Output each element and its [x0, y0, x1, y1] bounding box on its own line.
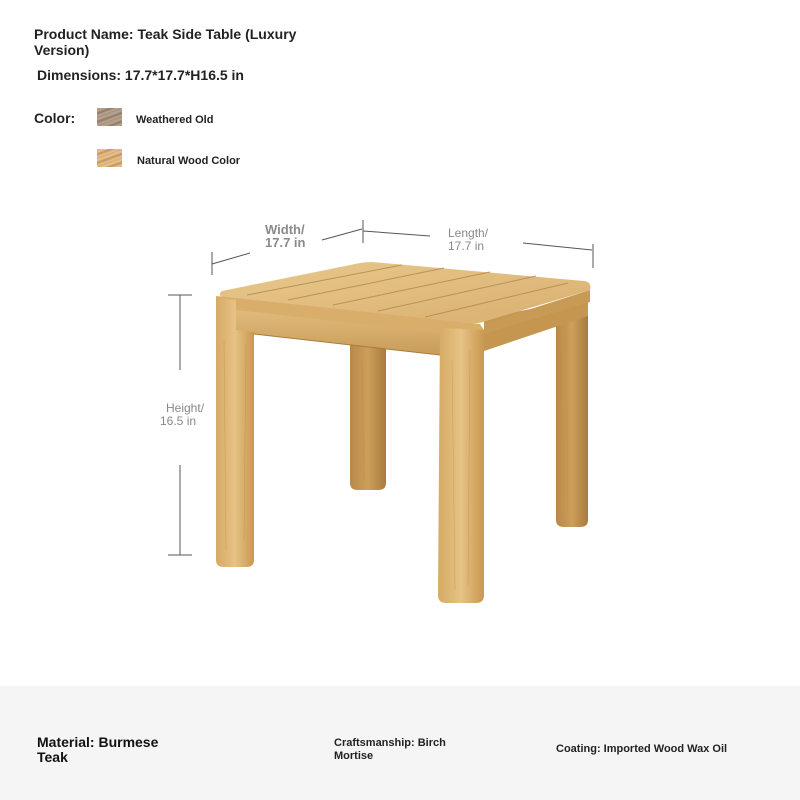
- product-dimensions: Dimensions: 17.7*17.7*H16.5 in: [37, 67, 244, 83]
- height-label-line2: 16.5 in: [160, 414, 197, 428]
- color-option-weathered-old-label[interactable]: Weathered Old: [136, 114, 214, 126]
- wood-grain: [224, 330, 568, 590]
- craftsmanship-text: Craftsmanship: Birch Mortise: [334, 737, 446, 762]
- product-name: Product Name: Teak Side Table (Luxury Version): [34, 26, 297, 58]
- coating-text: Coating: Imported Wood Wax Oil: [556, 743, 728, 755]
- table-leg-back-left: [350, 345, 386, 490]
- table-leg-back-right: [556, 306, 588, 527]
- width-label: Width/ 17.7 in: [265, 222, 306, 250]
- height-label: [160, 402, 220, 428]
- color-option-natural-wood-label[interactable]: Natural Wood Color: [137, 155, 241, 167]
- material-text: Material: Burmese Teak: [37, 734, 159, 765]
- table-leg-front-left: [216, 298, 254, 567]
- height-label-line1: Height/: [166, 401, 205, 415]
- length-label: Length/ 17.7 in: [448, 226, 489, 253]
- table-leg-front-right: [438, 328, 484, 603]
- color-label: Color:: [34, 110, 76, 126]
